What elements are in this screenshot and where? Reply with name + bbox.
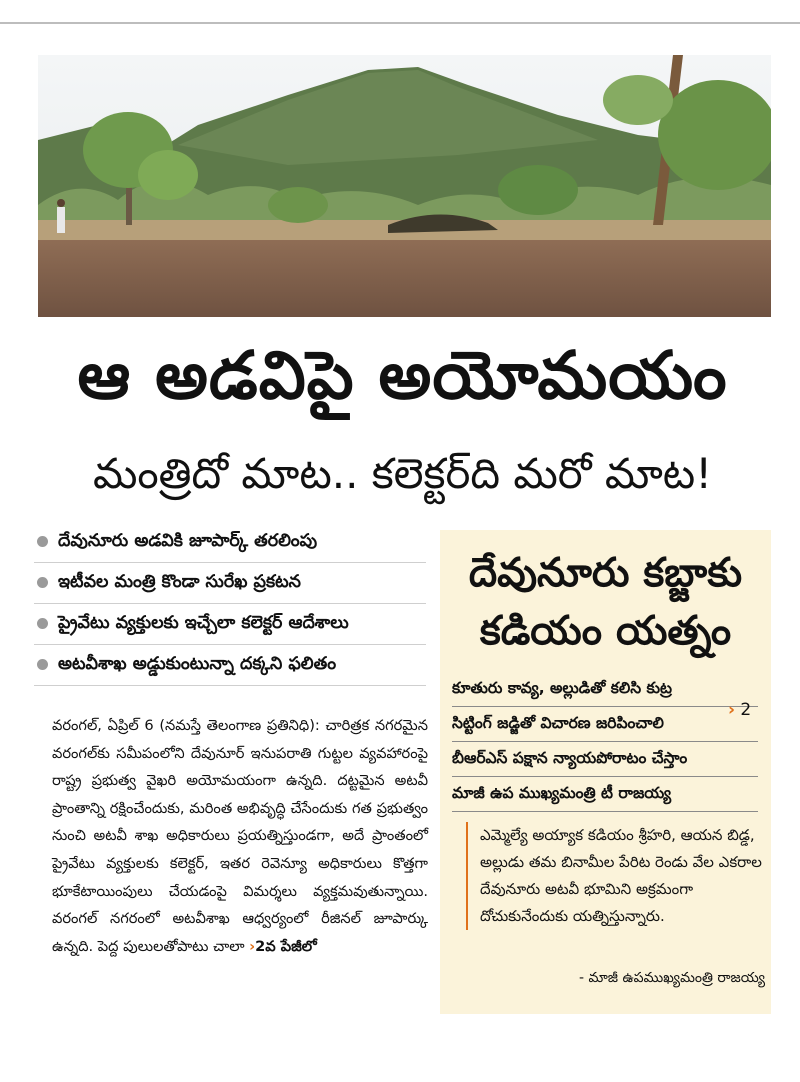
bullet-list: [34, 522, 426, 686]
bullet-item: ప్రైవేటు వ్యక్తులకు ఇచ్చేలా కలెక్టర్‌ ఆదేశాలు: [34, 604, 426, 645]
quote-attribution: - మాజీ ఉపముఖ్యమంత్రి రాజయ్య: [578, 970, 765, 986]
bullet-dot-icon: [37, 659, 48, 670]
page-ref-arrow-icon: ›: [728, 700, 736, 720]
sidebar-title-line1: దేవునూరు కబ్జాకు: [468, 550, 743, 596]
sidebar-line: బీఆర్‌ఎస్‌ పక్షాన న్యాయపోరాటం చేస్తాం: [452, 742, 758, 777]
article-body: [52, 712, 428, 960]
article-text: వరంగల్‌, ఏప్రిల్‌ 6 (నమస్తే తెలంగాణ ప్రతినిధి): చారిత్రక నగరమైన వరంగల్‌కు సమీపంలోని దేవునూర్‌ ఇనుపరాతి గుట్టల వ్యవహారంపై రాష్ట్ర ప్రభుత్వ వైఖరి అయోమయంగా ఉన్నది. దట్టమైన అటవీ ప్రాంతాన్ని రక్షించేందుకు, మరింత అభివృద్ధి చేసేందుకు గత ప్రభుత్వం నుంచి అటవీ శాఖ అధికారులు ప్రయత్నిస్తుండగా, అదే ప్రాంతంలో ప్రైవేటు వ్యక్తులకు కలెక్టర్‌, ఇతర రెవెన్యూ అధికారులు కొత్తగా భూకేటాయింపులు చేయడంపై విమర్శలు వ్యక్తమవుతున్నాయి. వరంగల్‌ నగరంలో అటవీశాఖ ఆధ్వర్యంలో రీజినల్‌ జూపార్కు ఉన్నది. పెద్ద పులులతోపాటు చాలా: [52, 717, 428, 955]
forest-hill-photo: [38, 55, 771, 317]
page-reference: [728, 700, 751, 720]
bullet-dot-icon: [37, 536, 48, 547]
bullet-item: దేవునూరు అడవికి జూపార్క్‌ తరలింపు: [34, 522, 426, 563]
sidebar-title: [440, 544, 771, 660]
bullet-item: ఇటీవల మంత్రి కొండా సురేఖ ప్రకటన: [34, 563, 426, 604]
bullet-item: అటవీశాఖ అడ్డుకుంటున్నా దక్కని ఫలితం: [34, 645, 426, 686]
top-rule: [0, 22, 800, 24]
sidebar-line: మాజీ ఉప ముఖ్యమంత్రి టీ రాజయ్య: [452, 777, 758, 812]
continued-arrow-icon: ›: [249, 937, 256, 955]
sidebar-title-line2: కడియం యత్నం: [479, 608, 732, 654]
sidebar-box: [440, 530, 771, 1014]
sidebar-lines: [452, 672, 758, 812]
bullet-dot-icon: [37, 618, 48, 629]
continued-page-label: 2వ పేజీలో: [255, 937, 317, 955]
quote-text: ఎమ్మెల్యే అయ్యాక కడియం శ్రీహరి, ఆయన బిడ్డ, అల్లుడు తమ బినామీల పేరిట రెండు వేల ఎకరాల దేవునూరు అటవీ భూమిని అక్రమంగా దోచుకునేందుకు యత్నిస్తున్నారు.: [466, 822, 770, 930]
headline: ఆ అడవిపై అయోమయం: [77, 337, 728, 414]
sidebar-line: కూతురు కావ్య, అల్లుడితో కలిసి కుట్ర: [452, 672, 758, 707]
page-ref-number: 2: [740, 700, 752, 720]
sidebar-line: సిట్టింగ్‌ జడ్జితో విచారణ జరిపించాలి: [452, 707, 758, 742]
subheadline: మంత్రిదో మాట.. కలెక్టర్‌ది మరో మాట!: [92, 449, 713, 498]
bullet-dot-icon: [37, 577, 48, 588]
